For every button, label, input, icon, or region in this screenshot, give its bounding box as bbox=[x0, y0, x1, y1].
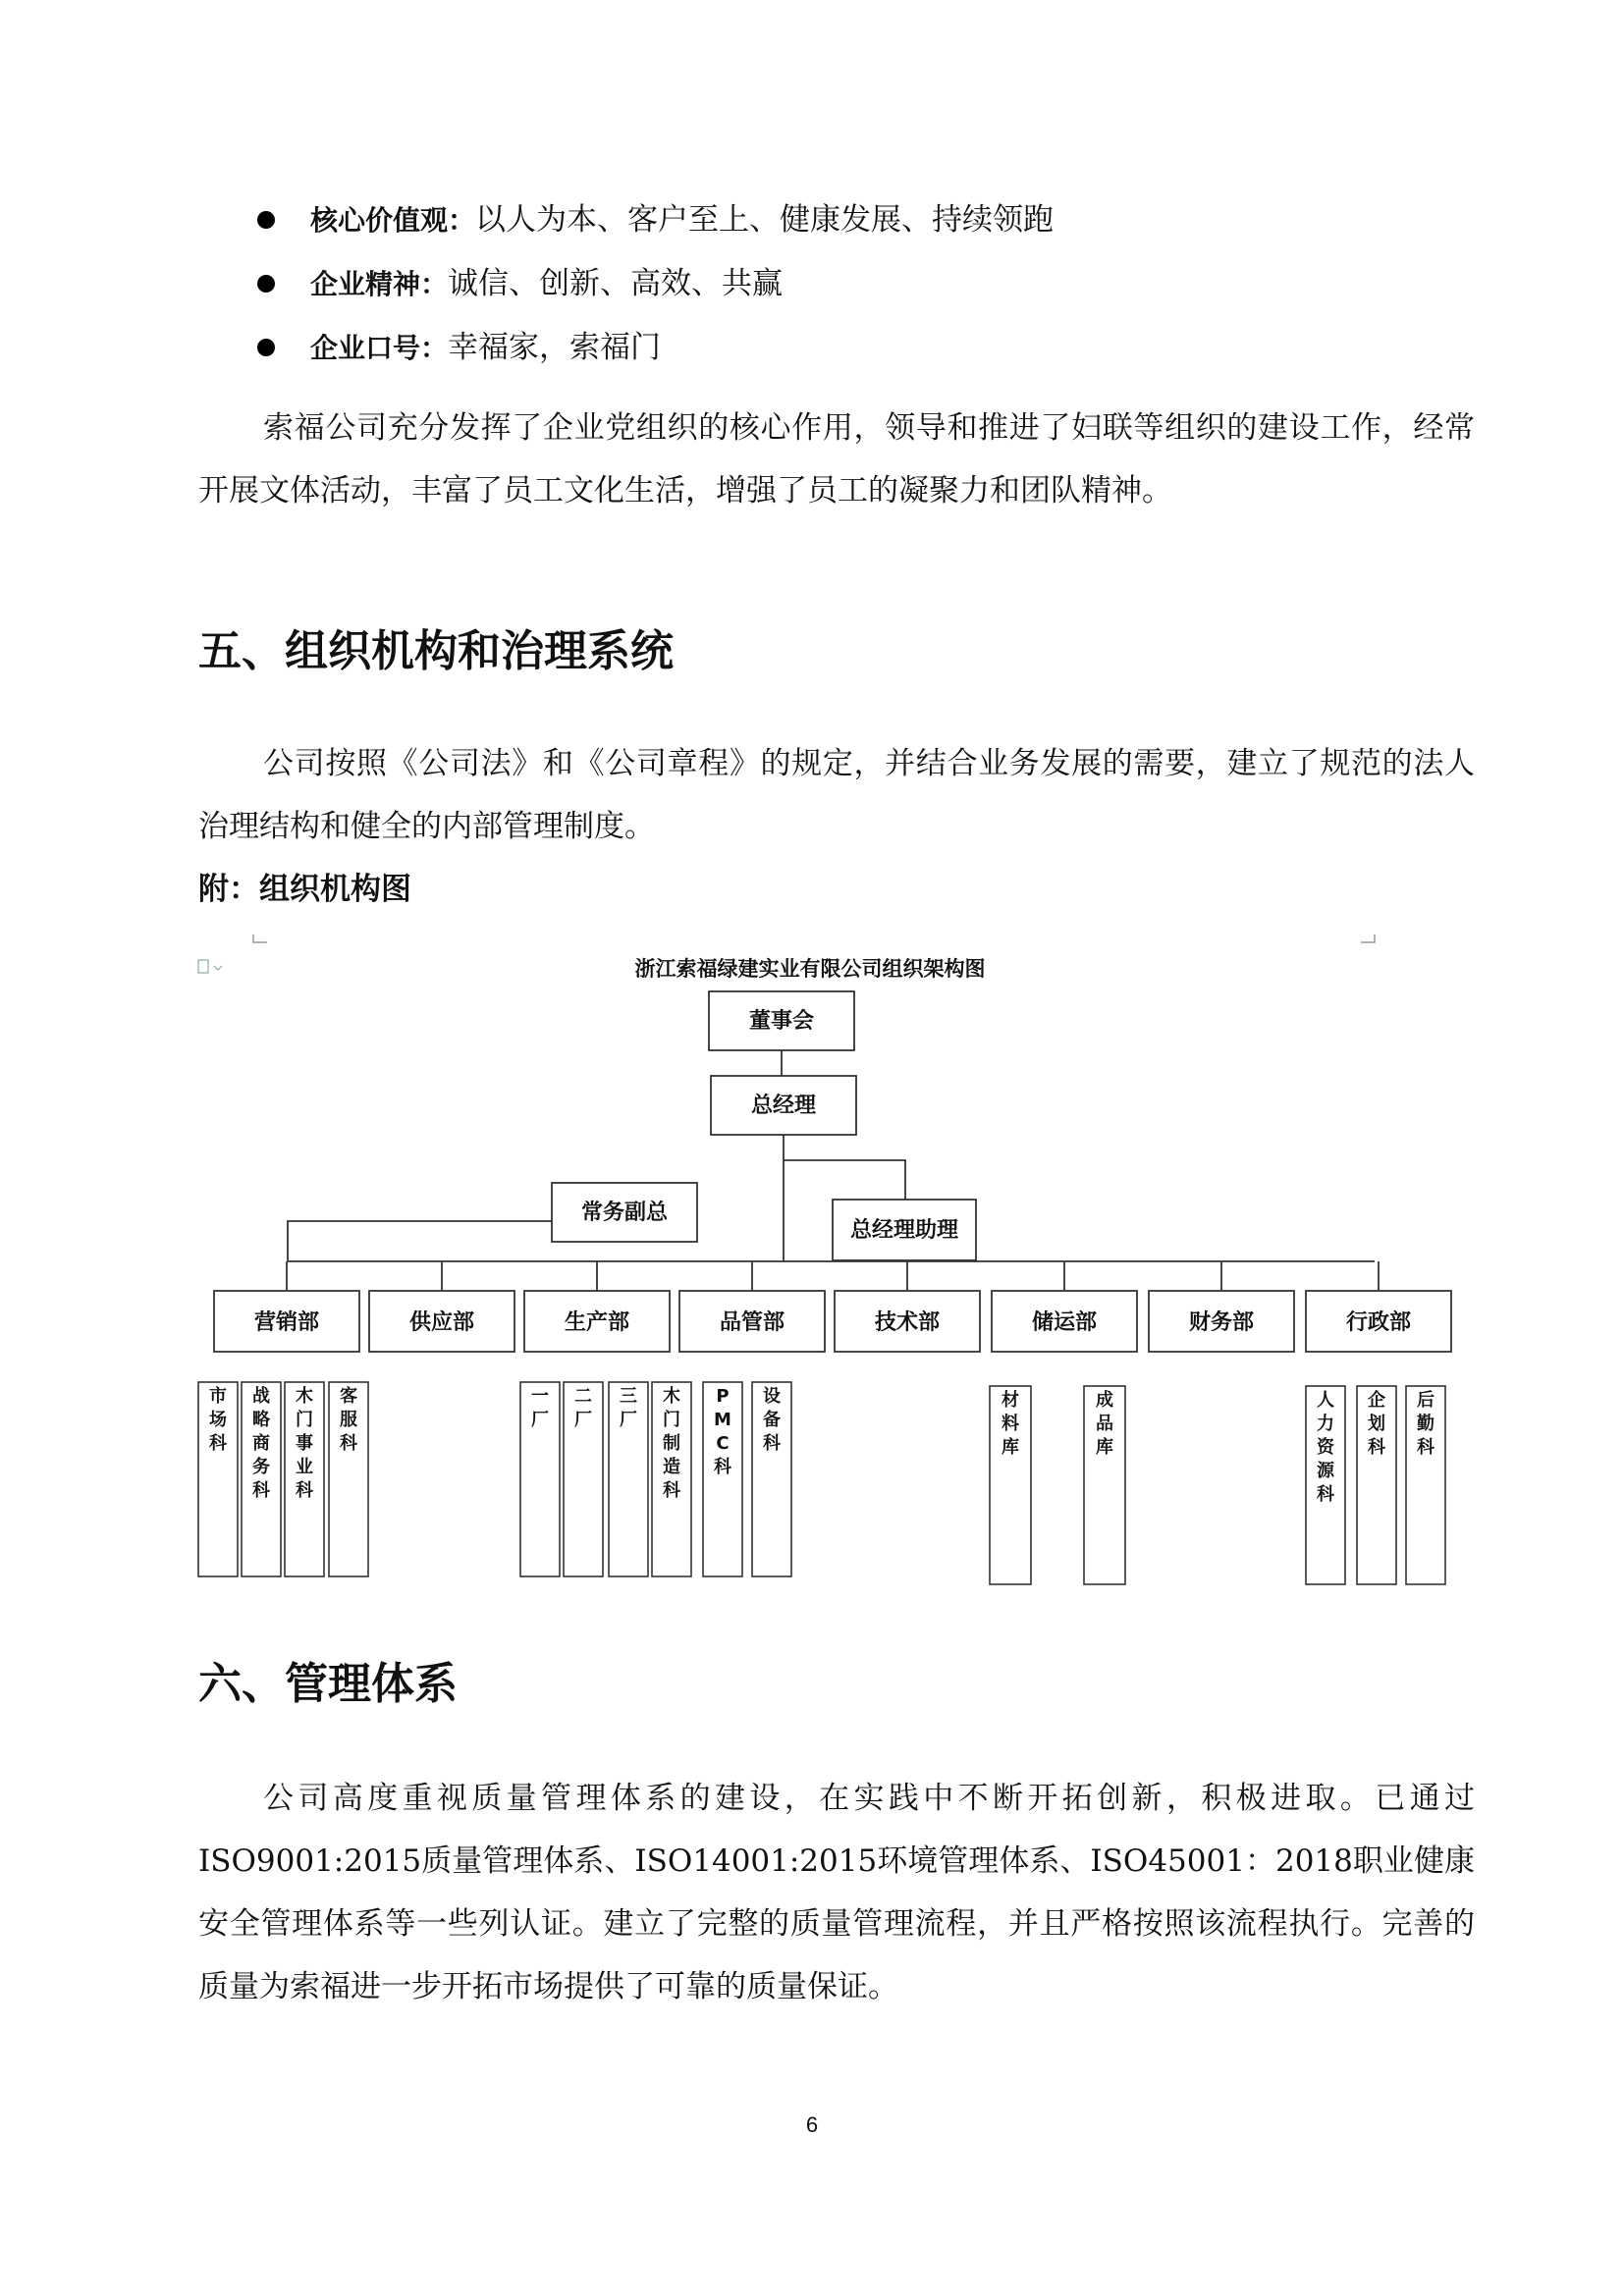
sub-unit-label: 人力资源科 bbox=[1317, 1390, 1334, 1505]
sub-unit-label: 设备科 bbox=[763, 1386, 781, 1454]
section5-title: 五、组织机构和治理系统 bbox=[198, 626, 674, 676]
sub-unit-label: 一厂 bbox=[531, 1386, 549, 1430]
dept-label: 品管部 bbox=[719, 1310, 785, 1335]
sub-unit-label: 战略商务科 bbox=[252, 1386, 270, 1501]
dept-label: 储运部 bbox=[1031, 1310, 1098, 1335]
doc-icon bbox=[198, 960, 222, 973]
sub-unit-label: 材料库 bbox=[1001, 1390, 1019, 1458]
dept-label: 营销部 bbox=[253, 1310, 320, 1335]
bullet-core-values: 核心价值观：以人为本、客户至上、健康发展、持续领跑 bbox=[310, 202, 1055, 238]
bullet-slogan: 企业口号：幸福家，索福门 bbox=[310, 330, 662, 365]
sub-unit-label: 后勤科 bbox=[1417, 1390, 1435, 1458]
assistant-label: 总经理助理 bbox=[849, 1218, 959, 1243]
crop-marks bbox=[253, 934, 1375, 942]
bullet-spirit: 企业精神：诚信、创新、高效、共赢 bbox=[310, 266, 784, 301]
sub-unit-label: 三厂 bbox=[620, 1386, 637, 1430]
dept-label: 生产部 bbox=[564, 1310, 630, 1335]
gm-label: 总经理 bbox=[750, 1094, 817, 1118]
sub-unit-label: 木门事业科 bbox=[296, 1386, 313, 1501]
sub-unit-label: 企划科 bbox=[1368, 1390, 1385, 1458]
sub-unit-label: 二厂 bbox=[574, 1386, 592, 1430]
org-chart-title: 浙江索福绿建实业有限公司组织架构图 bbox=[634, 957, 986, 981]
dept-label: 财务部 bbox=[1188, 1310, 1255, 1335]
board-label: 董事会 bbox=[748, 1009, 815, 1034]
sub-unit-label: 木门制造科 bbox=[663, 1386, 680, 1501]
dept-label: 供应部 bbox=[408, 1310, 475, 1335]
page-number: 6 bbox=[805, 2112, 819, 2137]
sub-unit-label: 市场科 bbox=[209, 1386, 227, 1454]
appendix-label: 附：组织机构图 bbox=[198, 872, 411, 907]
dept-label: 行政部 bbox=[1345, 1310, 1412, 1335]
culture-paragraph: 索福公司充分发挥了企业党组织的核心作用，领导和推进了妇联等组织的建设工作，经常开展文体活动，丰富了员工文化生活，增强了员工的凝聚力和团队精神。 bbox=[198, 410, 1475, 508]
sub-unit-label: 客服科 bbox=[340, 1386, 357, 1454]
sub-unit-label: 成品库 bbox=[1096, 1390, 1113, 1458]
dept-label: 技术部 bbox=[874, 1310, 941, 1335]
vp-label: 常务副总 bbox=[580, 1201, 669, 1225]
section6-title: 六、管理体系 bbox=[198, 1659, 458, 1709]
sub-unit-label: P M C 科 bbox=[714, 1386, 731, 1477]
section5-paragraph: 公司按照《公司法》和《公司章程》的规定，并结合业务发展的需要，建立了规范的法人治理结构和健全的内部管理制度。 bbox=[198, 746, 1475, 844]
section6-paragraph: 公司高度重视质量管理体系的建设，在实践中不断开拓创新，积极进取。已通过ISO9001:2015质量管理体系、ISO14001:2015环境管理体系、ISO45001：2018职业健康安全管理体系等一些列认证。建立了完整的质量管理流程，并且严格按照该流程执行。完善的质量为索福进一步开拓市场提供了可靠的质量保证。 bbox=[198, 1781, 1475, 2004]
